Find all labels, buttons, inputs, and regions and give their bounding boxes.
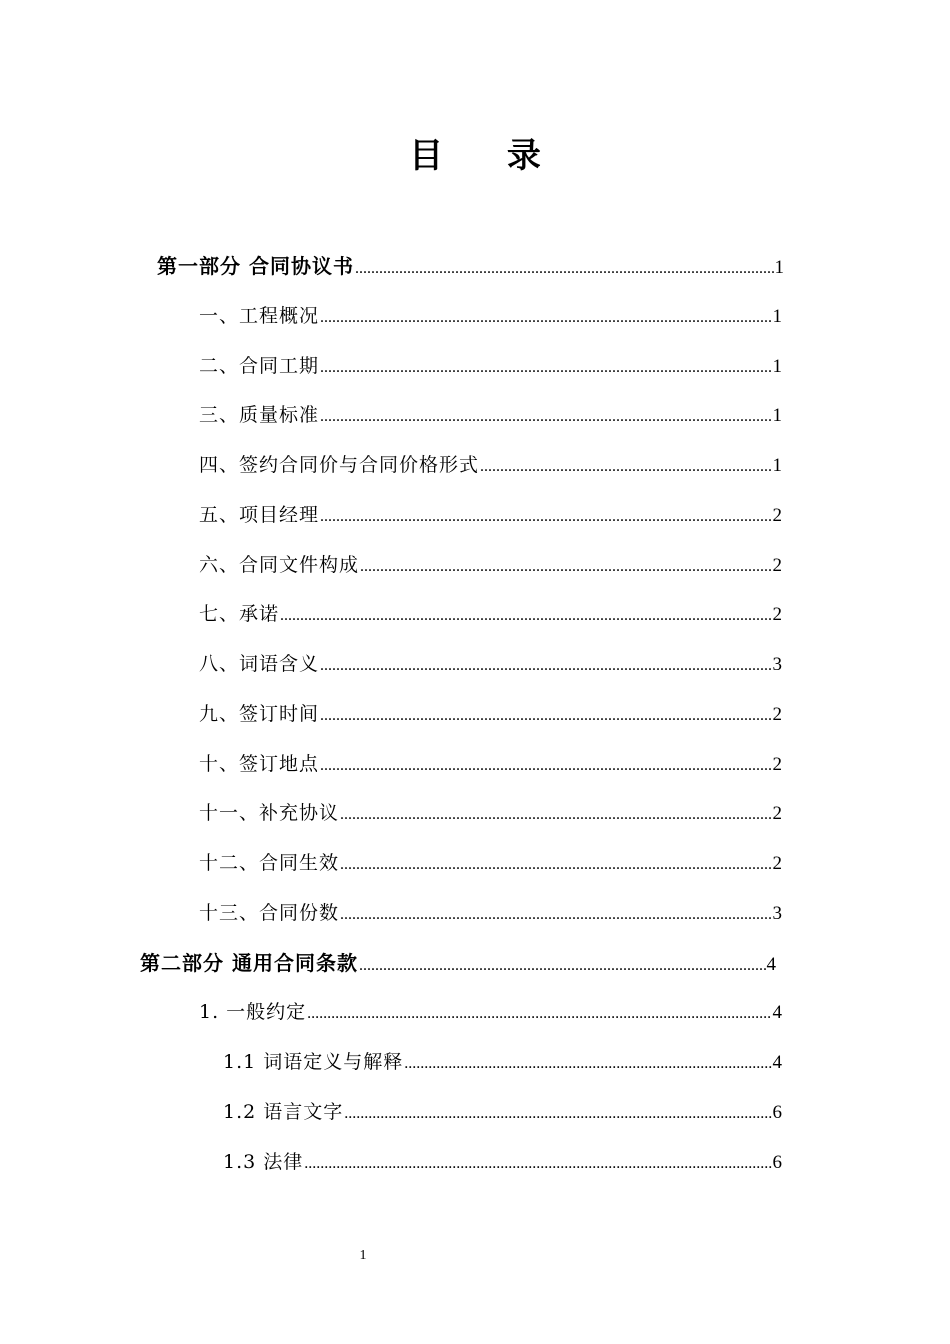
toc-entry[interactable] bbox=[199, 749, 782, 779]
toc-entry-label: 第一部分 合同协议书 bbox=[157, 254, 354, 278]
toc-entry-label: 十一、补充协议 bbox=[199, 802, 340, 824]
toc-leader bbox=[320, 502, 771, 532]
toc-entry[interactable] bbox=[199, 848, 782, 878]
toc-entry-label: 二、合同工期 bbox=[199, 355, 320, 377]
toc-entry-label: 1.3 法律 bbox=[223, 1151, 304, 1173]
toc-entry-label: 十、签订地点 bbox=[199, 753, 320, 775]
toc-entry-page: 4 bbox=[766, 954, 776, 975]
toc-leader bbox=[320, 651, 771, 681]
toc-leader bbox=[307, 999, 771, 1029]
toc-entry-page: 6 bbox=[772, 1102, 782, 1123]
toc-entry-page: 2 bbox=[772, 704, 782, 725]
toc-entry-part-2[interactable] bbox=[140, 948, 776, 978]
toc-leader bbox=[320, 303, 771, 333]
toc-leader bbox=[360, 552, 771, 582]
toc-entry-page: 3 bbox=[772, 903, 782, 924]
toc-leader bbox=[320, 402, 771, 432]
toc-entry-page: 6 bbox=[772, 1152, 782, 1173]
toc-entry[interactable] bbox=[199, 351, 782, 381]
toc-entry-page: 2 bbox=[772, 555, 782, 576]
toc-entry-label: 十三、合同份数 bbox=[199, 902, 340, 924]
toc-entry-label: 八、词语含义 bbox=[199, 653, 320, 675]
toc-entry-label: 三、质量标准 bbox=[199, 404, 320, 426]
toc-entry-page: 4 bbox=[772, 1052, 782, 1073]
toc-entry-page: 2 bbox=[772, 853, 782, 874]
toc-entry[interactable] bbox=[199, 301, 782, 331]
page-number: 1 bbox=[359, 1248, 367, 1263]
toc-entry-page: 1 bbox=[772, 356, 782, 377]
toc-entry-label: 1.1 词语定义与解释 bbox=[223, 1051, 404, 1073]
toc-leader bbox=[320, 353, 771, 383]
toc-leader bbox=[340, 850, 771, 880]
page-title: 目 录 bbox=[409, 136, 567, 176]
toc-entry[interactable] bbox=[199, 599, 782, 629]
toc-entry[interactable] bbox=[199, 699, 782, 729]
toc-entry-label: 五、项目经理 bbox=[199, 504, 320, 526]
toc-entry[interactable] bbox=[199, 898, 782, 928]
toc-entry-label: 四、签约合同价与合同价格形式 bbox=[199, 454, 480, 476]
toc-entry[interactable] bbox=[223, 1047, 782, 1077]
toc-entry-page: 4 bbox=[772, 1002, 782, 1023]
toc-entry-page: 1 bbox=[772, 405, 782, 426]
toc-leader bbox=[359, 951, 766, 981]
toc-entry-page: 2 bbox=[772, 604, 782, 625]
toc-leader bbox=[320, 751, 771, 781]
toc-entry[interactable] bbox=[223, 1147, 782, 1177]
toc-entry-label: 1. 一般约定 bbox=[199, 1001, 307, 1023]
toc-entry-label: 十二、合同生效 bbox=[199, 852, 340, 874]
toc-entry-label: 六、合同文件构成 bbox=[199, 554, 360, 576]
toc-leader bbox=[404, 1049, 771, 1079]
toc-entry[interactable] bbox=[199, 400, 782, 430]
toc-entry-page: 2 bbox=[772, 803, 782, 824]
toc-leader bbox=[344, 1099, 771, 1129]
toc-leader bbox=[480, 452, 771, 482]
toc-entry-page: 3 bbox=[772, 654, 782, 675]
toc-leader bbox=[340, 900, 771, 930]
toc-entry-part-1[interactable] bbox=[157, 251, 784, 281]
toc-entry-page: 2 bbox=[772, 754, 782, 775]
toc-leader bbox=[355, 254, 774, 284]
toc-entry-label: 第二部分 通用合同条款 bbox=[140, 951, 358, 975]
toc-entry-page: 1 bbox=[772, 306, 782, 327]
toc-entry-page: 2 bbox=[772, 505, 782, 526]
toc-entry-page: 1 bbox=[772, 455, 782, 476]
toc-entry[interactable] bbox=[199, 550, 782, 580]
toc-leader bbox=[304, 1149, 771, 1179]
toc-entry-page: 1 bbox=[774, 257, 784, 278]
toc-entry-label: 一、工程概况 bbox=[199, 305, 320, 327]
toc-leader bbox=[320, 701, 771, 731]
toc-entry-label: 1.2 语言文字 bbox=[223, 1101, 344, 1123]
toc-entry[interactable] bbox=[223, 1097, 782, 1127]
toc-entry[interactable] bbox=[199, 649, 782, 679]
toc-entry-label: 七、承诺 bbox=[199, 603, 280, 625]
toc-entry[interactable] bbox=[199, 450, 782, 480]
toc-entry[interactable] bbox=[199, 500, 782, 530]
toc-entry[interactable] bbox=[199, 997, 782, 1027]
toc-leader bbox=[340, 800, 771, 830]
toc-entry-label: 九、签订时间 bbox=[199, 703, 320, 725]
toc-leader bbox=[280, 601, 771, 631]
toc-entry[interactable] bbox=[199, 798, 782, 828]
